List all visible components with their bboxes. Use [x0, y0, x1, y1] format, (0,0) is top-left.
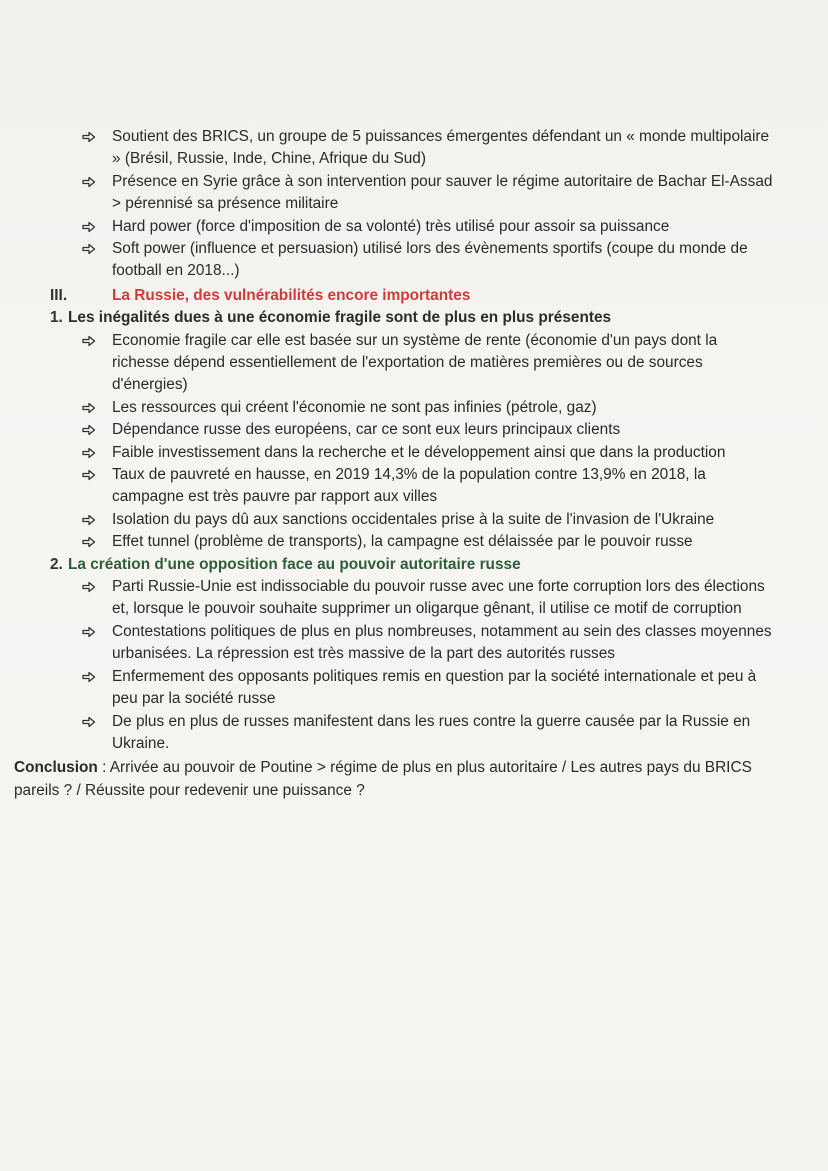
- bullet-item: [0, 419, 828, 441]
- bullet-item: [0, 576, 828, 621]
- right-arrow-icon: [82, 171, 100, 193]
- conclusion-label: Conclusion: [14, 759, 98, 777]
- right-arrow-icon: [82, 531, 100, 553]
- subsection-1-number: 1.: [50, 309, 63, 327]
- bullet-text: Parti Russie-Unie est indissociable du pouvoir russe avec une forte corruption lors des élections et, lorsque le pouvoir souhaite supprimer un oligarque gênant, il utilise ce motif de corruption: [112, 578, 765, 618]
- bullet-item: [0, 126, 828, 171]
- bullet-text: Enfermement des opposants politiques remis en question par la société internationale et peu à peu par la société russe: [112, 667, 757, 708]
- top-bullet-list: [0, 126, 828, 283]
- bullet-item: [0, 621, 828, 666]
- section-number: III.: [50, 286, 68, 304]
- subsection-1-title: Les inégalités dues à une économie fragile sont de plus en plus présentes: [68, 309, 612, 327]
- section-heading: [0, 285, 828, 307]
- right-arrow-icon: [82, 509, 100, 531]
- bullet-item: [0, 171, 828, 216]
- bullet-text: Effet tunnel (problème de transports), la campagne est délaissée par le pouvoir russe: [112, 533, 693, 551]
- right-arrow-icon: [82, 419, 100, 441]
- conclusion-text: : Arrivée au pouvoir de Poutine > régime de plus en plus autoritaire / Les autres pays du BRICS pareils ? / Réussite pour redevenir une puissance ?: [14, 759, 752, 799]
- bullet-item: [0, 464, 828, 509]
- right-arrow-icon: [82, 464, 100, 486]
- right-arrow-icon: [82, 330, 100, 352]
- subsection-2-bullet-list: [0, 576, 828, 755]
- conclusion-paragraph: [0, 757, 828, 802]
- right-arrow-icon: [82, 442, 100, 464]
- right-arrow-icon: [82, 397, 100, 419]
- subsection-2-title: La création d'une opposition face au pouvoir autoritaire russe: [68, 555, 521, 573]
- right-arrow-icon: [82, 126, 100, 148]
- bullet-item: [0, 397, 828, 419]
- bullet-text: Les ressources qui créent l'économie ne sont pas infinies (pétrole, gaz): [112, 398, 597, 416]
- bullet-item: [0, 442, 828, 464]
- bullet-item: [0, 666, 828, 711]
- bullet-text: Soutient des BRICS, un groupe de 5 puissances émergentes défendant un « monde multipolaire » (Brésil, Russie, Inde, Chine, Afrique du Sud): [112, 128, 770, 168]
- bullet-text: Taux de pauvreté en hausse, en 2019 14,3% de la population contre 13,9% en 2018, la campagne est très pauvre par rapport aux villes: [112, 466, 706, 506]
- section-title: La Russie, des vulnérabilités encore importantes: [112, 286, 471, 304]
- bullet-item: [0, 238, 828, 283]
- subsection-1-heading: [0, 307, 828, 329]
- right-arrow-icon: [82, 621, 100, 643]
- right-arrow-icon: [82, 666, 100, 688]
- bullet-text: Soft power (influence et persuasion) utilisé lors des évènements sportifs (coupe du monde de football en 2018...): [112, 240, 748, 280]
- bullet-text: Dépendance russe des européens, car ce sont eux leurs principaux clients: [112, 421, 621, 439]
- bullet-item: [0, 509, 828, 531]
- bullet-text: Faible investissement dans la recherche et le développement ainsi que dans la production: [112, 443, 726, 461]
- right-arrow-icon: [82, 711, 100, 733]
- bullet-text: De plus en plus de russes manifestent dans les rues contre la guerre causée par la Russie en Ukraine.: [112, 712, 751, 752]
- subsection-1-bullet-list: [0, 330, 828, 554]
- bullet-text: Hard power (force d'imposition de sa volonté) très utilisé pour assoir sa puissance: [112, 217, 670, 235]
- bullet-text: Economie fragile car elle est basée sur un système de rente (économie d'un pays dont la richesse dépend essentiellement de l'exportation de matières premières ou de sources d'énergies): [112, 331, 718, 394]
- right-arrow-icon: [82, 576, 100, 598]
- right-arrow-icon: [82, 238, 100, 260]
- right-arrow-icon: [82, 216, 100, 238]
- bullet-item: [0, 330, 828, 397]
- subsection-2-heading: [0, 554, 828, 576]
- bullet-item: [0, 531, 828, 553]
- bullet-text: Contestations politiques de plus en plus nombreuses, notamment au sein des classes moyennes urbanisées. La répression est très massive de la part des autorités russes: [112, 622, 772, 663]
- bullet-item: [0, 216, 828, 238]
- bullet-text: Isolation du pays dû aux sanctions occidentales prise à la suite de l'invasion de l'Ukraine: [112, 510, 715, 528]
- bullet-item: [0, 711, 828, 756]
- bullet-text: Présence en Syrie grâce à son intervention pour sauver le régime autoritaire de Bachar El-Assad > pérennisé sa présence militaire: [112, 172, 773, 213]
- document-content: [0, 126, 828, 802]
- subsection-2-number: 2.: [50, 555, 63, 573]
